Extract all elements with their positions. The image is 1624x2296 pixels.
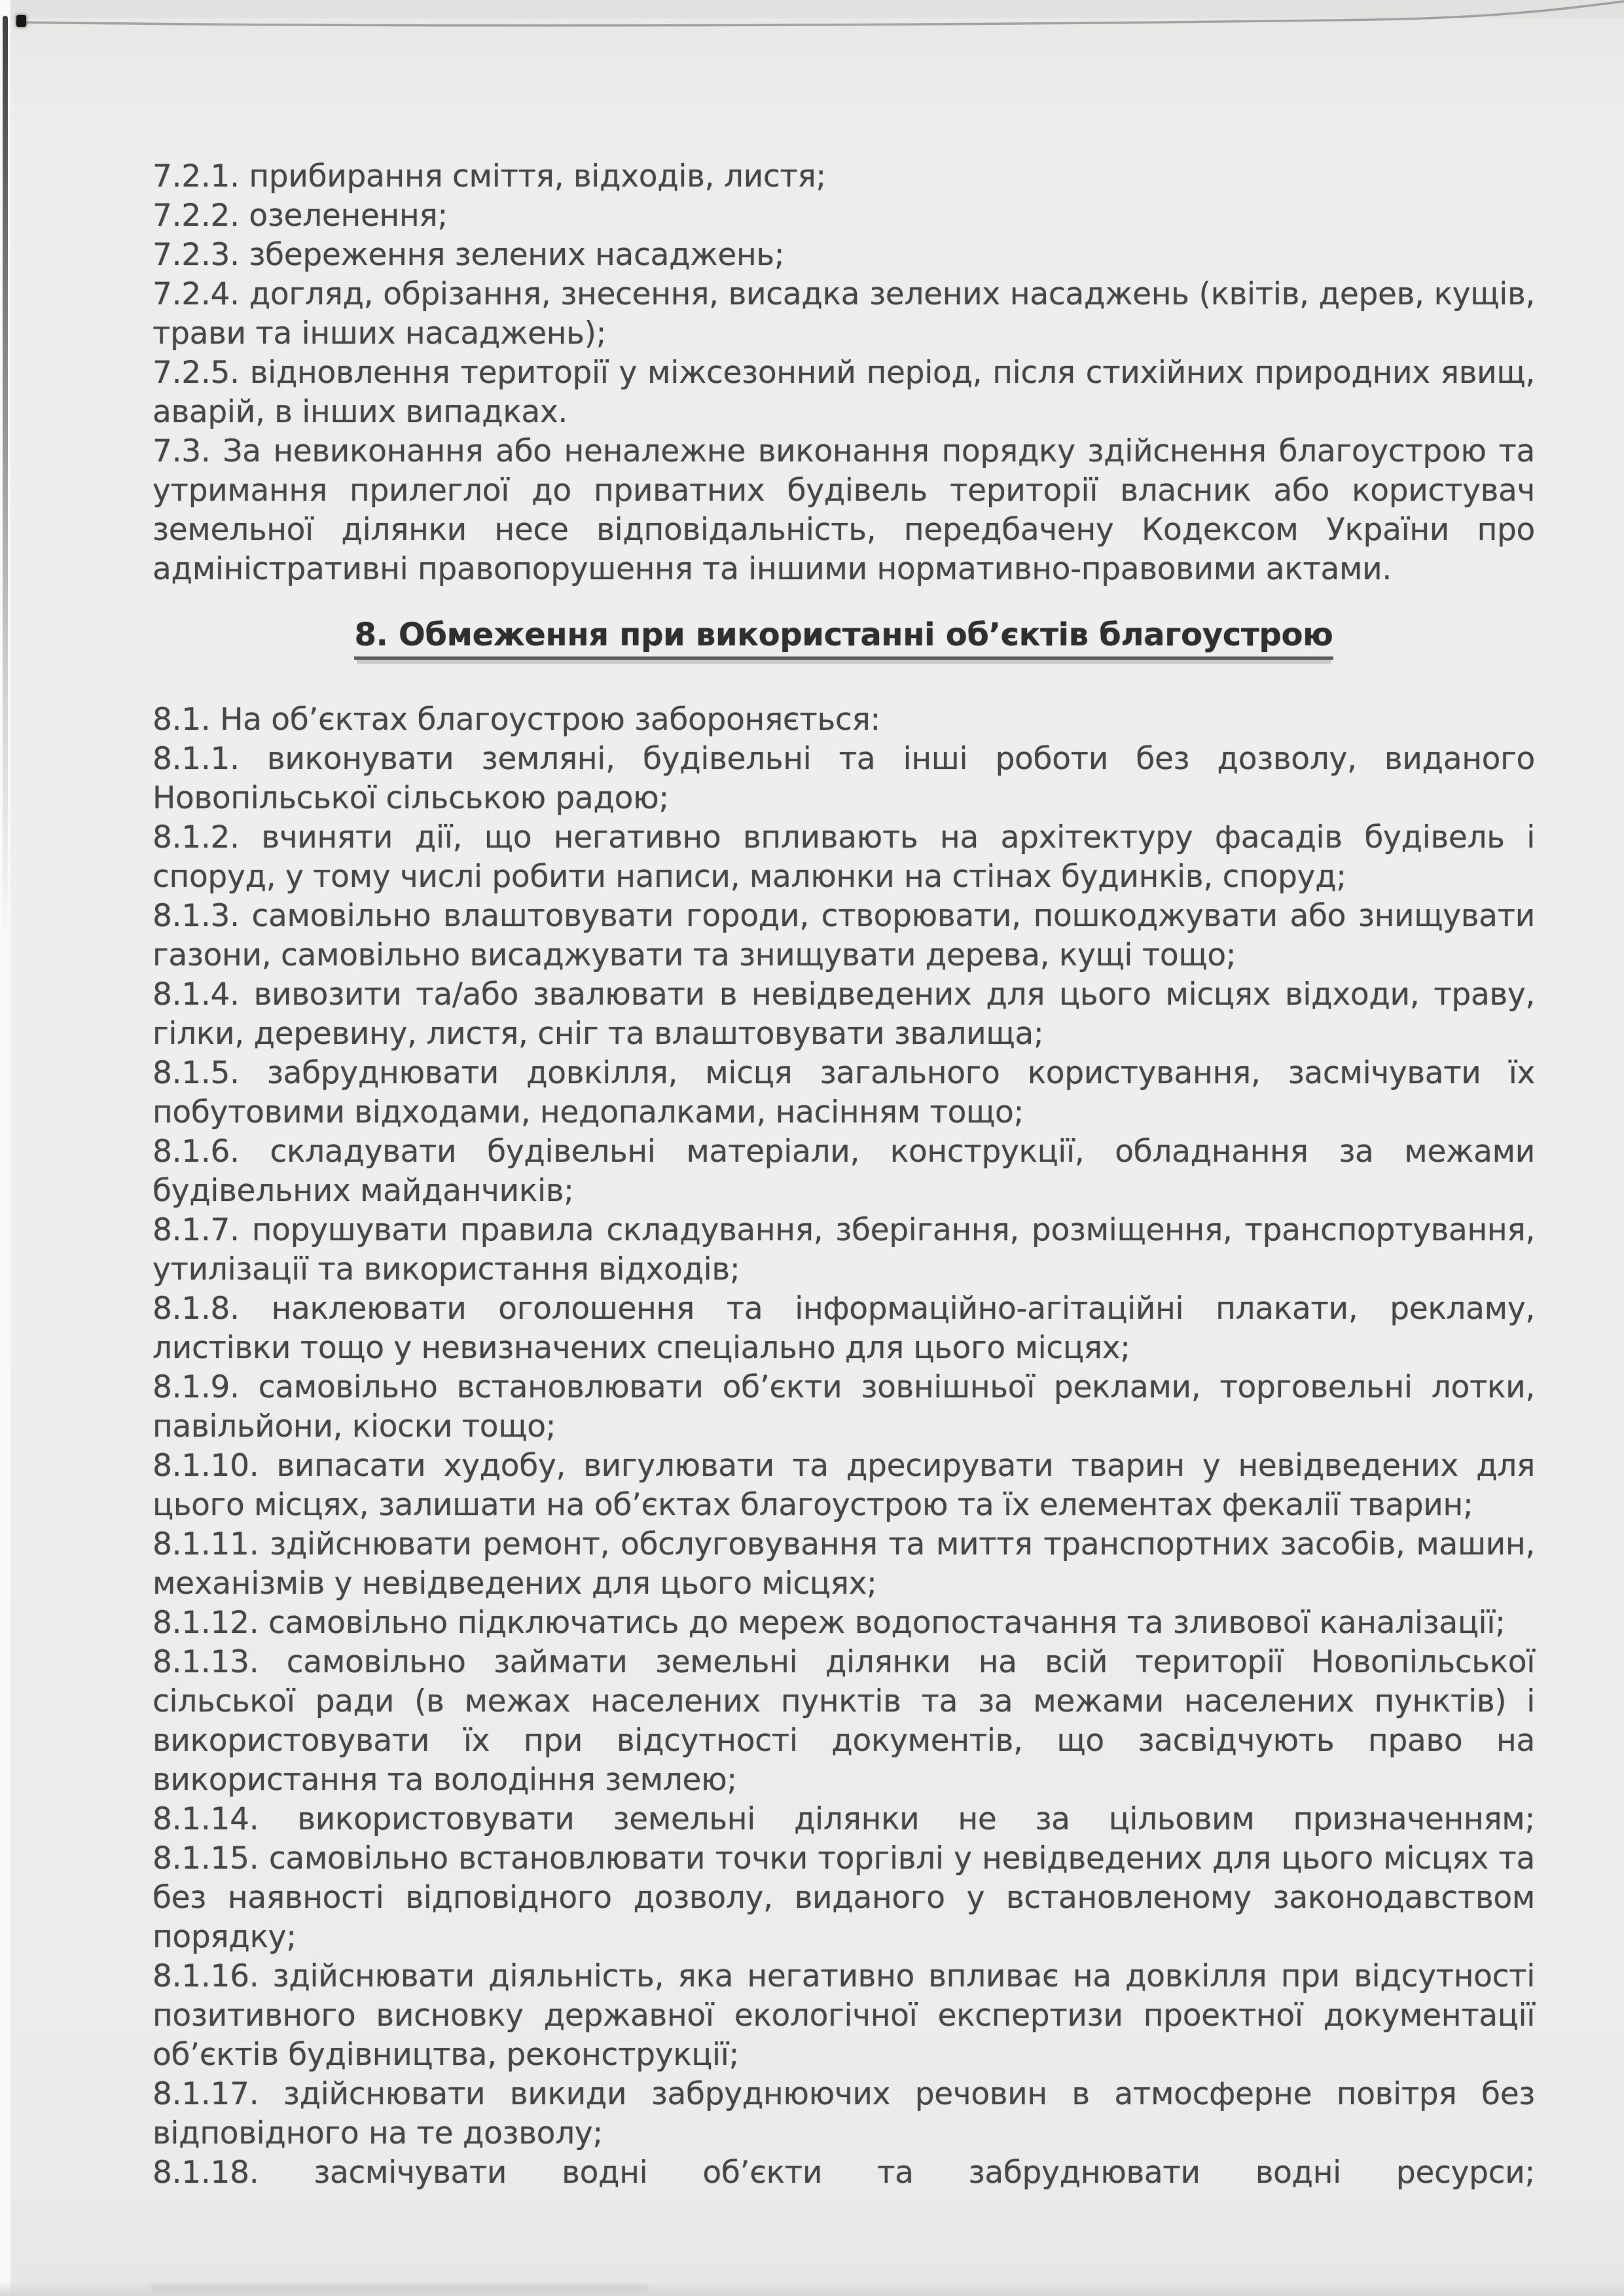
clause-8-1-18: 8.1.18. засмічувати водні об’єкти та забруднювати водні ресурси;	[153, 2155, 1535, 2191]
scan-left-edge-shadow	[3, 16, 8, 945]
scan-fold-line	[0, 0, 1624, 46]
clause-8-1-4: 8.1.4. вивозити та/або звалювати в невідведених для цього місцях відходи, траву, гілки, деревину, листя, сніг та влаштовувати звалища;	[153, 977, 1535, 1052]
clause-8-1-17: 8.1.17. здійснювати викиди забруднюючих речовин в атмосферне повітря без відповідного на те дозволу;	[153, 2076, 1535, 2151]
clause-8-1-2: 8.1.2. вчиняти дії, що негативно впливають на архітектуру фасадів будівель і споруд, у тому числі робити написи, малюнки на стінах будинків, споруд;	[153, 819, 1535, 895]
clause-7-2-2: 7.2.2. озеленення;	[153, 198, 448, 234]
section-8-heading-text: 8. Обмеження при використанні об’єктів благоустрою	[354, 617, 1333, 660]
clause-7-2-5: 7.2.5. відновлення території у міжсезонний період, після стихійних природних явищ, аварій, в інших випадках.	[153, 355, 1535, 430]
clause-8-1-9: 8.1.9. самовільно встановлювати об’єкти зовнішньої реклами, торговельні лотки, павільйони, кіоски тощо;	[153, 1369, 1535, 1444]
scan-bottom-smudge	[151, 2284, 648, 2292]
clause-7-2-1: 7.2.1. прибирання сміття, відходів, листя;	[153, 158, 826, 194]
clause-8-1-8: 8.1.8. наклеювати оголошення та інформаційно-агітаційні плакати, рекламу, листівки тощо у невизначених спеціально для цього місцях;	[153, 1291, 1535, 1366]
clause-8-1-14: 8.1.14. використовувати земельні ділянки не за цільовим призначенням;	[153, 1801, 1535, 1837]
clause-8-1-15: 8.1.15. самовільно встановлювати точки торгівлі у невідведених для цього місцях та без наявності відповідного дозволу, виданого у встановленому законодавством порядку;	[153, 1840, 1535, 1955]
clause-8-1-11: 8.1.11. здійснювати ремонт, обслуговування та миття транспортних засобів, машин, механізмів у невідведених для цього місцях;	[153, 1526, 1535, 1602]
section-8-heading	[153, 615, 1535, 655]
clause-7-2-4: 7.2.4. догляд, обрізання, знесення, висадка зелених насаджень (квітів, дерев, кущів, трави та інших насаджень);	[153, 276, 1535, 351]
clause-8-1-7: 8.1.7. порушувати правила складування, зберігання, розміщення, транспортування, утилізації та використання відходів;	[153, 1212, 1535, 1287]
clause-8-1-1: 8.1.1. виконувати земляні, будівельні та інші роботи без дозволу, виданого Новопільської сільською радою;	[153, 741, 1535, 816]
document-text	[153, 157, 1535, 2193]
clause-8-1-13: 8.1.13. самовільно займати земельні ділянки на всій території Новопільської сільської ради (в межах населених пунктів та за межами населених пунктів) і використовувати їх при відсутності документів, що засвідчують право на використання та володіння землею;	[153, 1644, 1535, 1798]
clause-8-1-3: 8.1.3. самовільно влаштовувати городи, створювати, пошкоджувати або знищувати газони, самовільно висаджувати та знищувати дерева, кущі тощо;	[153, 898, 1535, 973]
clause-8-1-10: 8.1.10. випасати худобу, вигулювати та дресирувати тварин у невідведених для цього місцях, залишати на об’єктах благоустрою та їх елементах фекалії тварин;	[153, 1448, 1535, 1523]
clause-8-1-5: 8.1.5. забруднювати довкілля, місця загального користування, засмічувати їх побутовими відходами, недопалками, насінням тощо;	[153, 1055, 1535, 1130]
clause-8-1-6: 8.1.6. складувати будівельні матеріали, конструкції, обладнання за межами будівельних майданчиків;	[153, 1134, 1535, 1209]
clause-8-1-16: 8.1.16. здійснювати діяльність, яка негативно впливає на довкілля при відсутності позитивного висновку державної екологічної експертизи проектної документації об’єктів будівництва, реконструкції;	[153, 1958, 1535, 2073]
clause-7-3: 7.3. За невиконання або неналежне виконання порядку здійснення благоустрою та утримання прилеглої до приватних будівель території власник або користувач земельної ділянки несе відповідальність, передбачену Кодексом України про адміністративні правопорушення та іншими нормативно-правовими актами.	[153, 433, 1535, 587]
clause-8-1: 8.1. На об’єктах благоустрою забороняється:	[153, 702, 880, 738]
clause-8-1-12: 8.1.12. самовільно підключатись до мереж водопостачання та зливової каналізації;	[153, 1605, 1506, 1641]
clause-7-2-3: 7.2.3. збереження зелених насаджень;	[153, 237, 785, 273]
staple-mark	[16, 15, 26, 27]
